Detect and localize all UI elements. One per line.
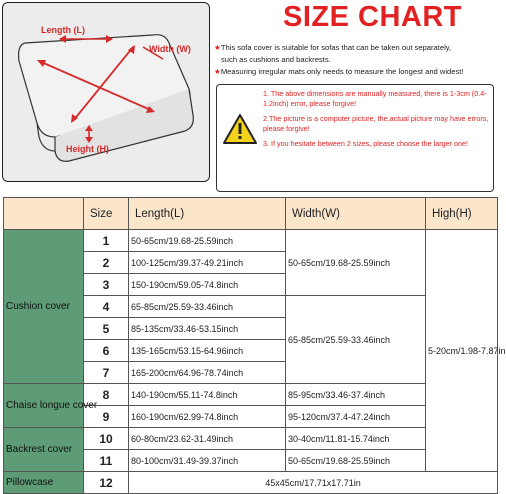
warning-3: 3. If you hesitate between 2 sizes, please choose the larger one! (263, 139, 468, 148)
table-row (4, 472, 498, 494)
length-cell: 100-125cm/39.37-49.21inch (129, 252, 286, 274)
size-cell: 1 (84, 230, 129, 252)
length-cell: 140-190cm/55.11-74.8inch (129, 384, 286, 406)
header-width: Width(W) (286, 198, 426, 230)
width-cell: 50-65cm/19.68-25.59inch (286, 450, 426, 472)
width-cell: 85-95cm/33.46-37.4inch (286, 384, 426, 406)
note-1-continued: such as cushions and backrests. (221, 55, 331, 64)
size-cell: 4 (84, 296, 129, 318)
size-cell: 3 (84, 274, 129, 296)
category-chaise: Chaise longue cover (4, 384, 84, 428)
note-2: ★Measuring irregular mats only needs to measure the longest and widest! (214, 67, 464, 76)
header-category (4, 198, 84, 230)
category-backrest: Backrest cover (4, 428, 84, 472)
size-cell: 10 (84, 428, 129, 450)
width-cell: 95-120cm/37.4-47.24inch (286, 406, 426, 428)
category-cushion: Cushion cover (4, 230, 84, 384)
size-cell: 7 (84, 362, 129, 384)
width-cell: 50-65cm/19.68-25.59inch (286, 230, 426, 296)
height-label: Height (H) (66, 144, 109, 154)
length-cell: 150-190cm/59.05-74.8inch (129, 274, 286, 296)
warning-text (263, 89, 491, 154)
length-cell: 80-100cm/31.49-39.37inch (129, 450, 286, 472)
warning-box (216, 84, 494, 192)
length-label: Length (L) (41, 25, 85, 35)
high-cell: 5-20cm/1.98-7.87in (426, 230, 498, 472)
category-pillow: Pillowcase (4, 472, 84, 494)
table-header-row (4, 198, 498, 230)
warning-2: 2.The picture is a computer picture, the.actual picture may have errors, please forgive! (263, 114, 489, 133)
note-1: ★This sofa cover is suitable for sofas that can be taken out separately, (214, 43, 452, 52)
length-cell: 165-200cm/64.96-78.74inch (129, 362, 286, 384)
size-cell: 8 (84, 384, 129, 406)
size-cell: 12 (84, 472, 129, 494)
warning-1: 1. The above dimensions are manually measured, there is 1-3cm (0.4-1.2inch) error, please forgive! (263, 89, 487, 108)
width-cell: 30-40cm/11.81-15.74inch (286, 428, 426, 450)
length-cell: 60-80cm/23.62-31.49inch (129, 428, 286, 450)
size-cell: 11 (84, 450, 129, 472)
header-size: Size (84, 198, 129, 230)
length-cell: 65-85cm/25.59-33.46inch (129, 296, 286, 318)
pillow-size-cell: 45x45cm/17.71x17.71in (129, 472, 498, 494)
table-row (4, 428, 498, 450)
size-cell: 5 (84, 318, 129, 340)
length-cell: 50-65cm/19.68-25.59inch (129, 230, 286, 252)
size-cell: 9 (84, 406, 129, 428)
size-cell: 6 (84, 340, 129, 362)
header-high: High(H) (426, 198, 498, 230)
size-cell: 2 (84, 252, 129, 274)
width-label: Width (W) (149, 44, 191, 54)
size-table (3, 197, 506, 494)
table-row (4, 230, 498, 252)
cushion-illustration (3, 3, 211, 183)
table-row (4, 384, 498, 406)
length-cell: 85-135cm/33.46-53.15inch (129, 318, 286, 340)
width-cell: 65-85cm/25.59-33.46inch (286, 296, 426, 384)
length-cell: 160-190cm/62.99-74.8inch (129, 406, 286, 428)
length-cell: 135-165cm/53.15-64.96inch (129, 340, 286, 362)
sofa-cushion-diagram (2, 2, 210, 182)
header-length: Length(L) (129, 198, 286, 230)
page-title: SIZE CHART (283, 1, 462, 33)
warning-icon (222, 113, 258, 145)
